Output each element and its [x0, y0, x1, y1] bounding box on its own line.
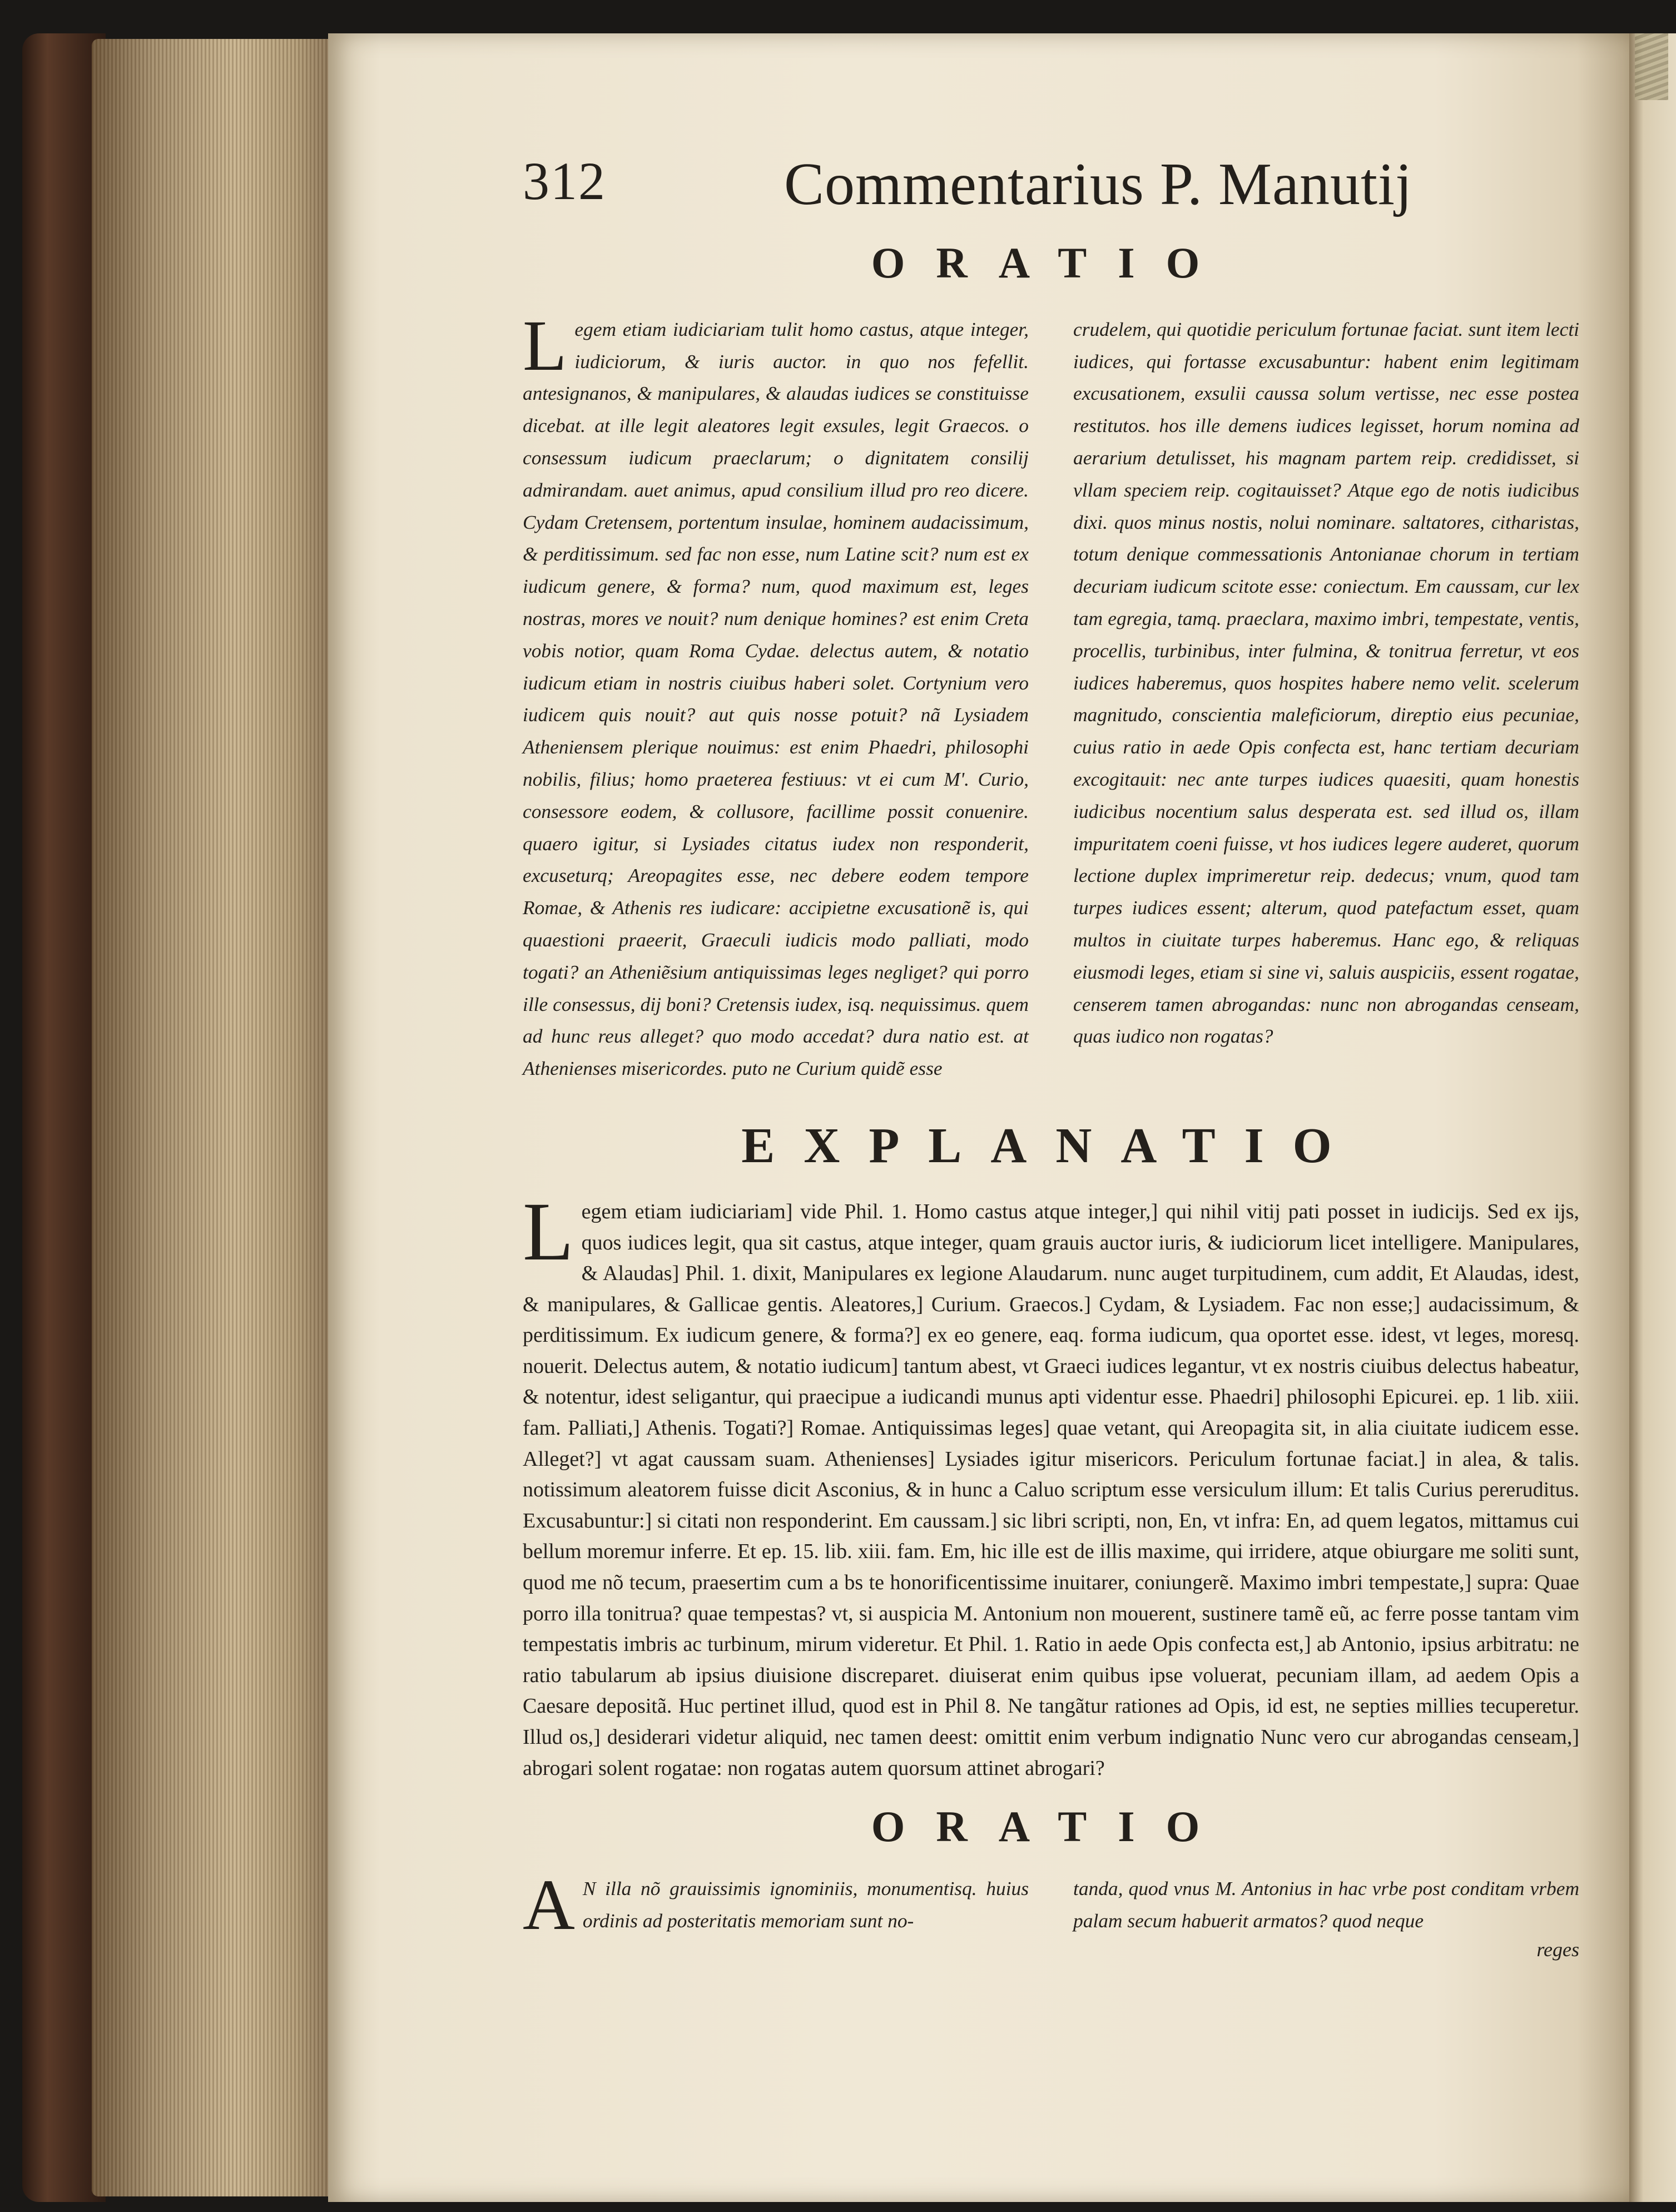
explanatio-body: [523, 1185, 1579, 1784]
explanatio-text: egem etiam iudiciariam] vide Phil. 1. Homo castus atque integer,] qui nihil vitij pati posset in iudicijs. Sed ex ijs, quos iudices legit, qua sit castus, atque integer, quam grauis auctor iuris, & iudiciorum licet intelligere. Manipulares, & Alaudas] Phil. 1. dixit, Manipulares ex legione Alaudarum. nunc auget turpitudinem, cum addit, Et Alaudas, idest, & manipulares, & Gallicae gentis. Aleatores,] Curium. Graecos.] Cydam, & Lysiadem. Fac non esse;] audacissimum, & perditissimum. Ex iudicum genere, & forma?] ex eo genere, eaq. forma iudicum, qua oportet esse. idest, vt leges, moresq. nouerit. Delectus autem, & notatio iudicum] tantum abest, vt Graeci iudices legantur, vt ex nostris ciuibus delectus habeatur, & notentur, idest seligantur, qui praecipue a iudicandi munus apti videntur esse. Phaedri] philosophi Epicurei. ep. 1 lib. xiii. fam. Palliati,] Athenis. Togati?] Romae. Antiquissimas leges] quae vetant, qui Areopagita sit, in alia ciuitate iudicem esse. Alleget?] vt agat caussam suam. Athenienses] Lysiades igitur misericors. Periculum fortunae faciat.] in alea, & talis. notissimum aleatorem fuisse dicit Asconius, & in hunc a Caluo scriptum esse versiculum illum: Et talis Curius pereruditus. Excusabuntur:] si citati non responderint. Em caussam.] sic libri scripti, non, En, vt infra: En, ad quem legatos, mittamus cui bellum moremur inferre. Et ep. 15. lib. xiii. fam. Em, hic ille est de illis maxime, qui irridere, atque obiurgare me soliti sunt, quod me nõ tecum, praesertim cum a bs te honorificentissime inuitarer, coniungerẽ. Maximo imbri tempestate,] supra: Quae porro illa tonitrua? quae tempestas? vt, si auspicia M. Antonium non mouerent, sustinere tamẽ eũ, ac ferre posse tantam vim tempestatis imbris ac turbinum, mirum videretur. Et Phil. 1. Ratio in aede Opis confecta est,] ab Antonio, ipsius arbitratu: ne ratio tabularum ab ipsius diuisione discreparet. diuiserat enim quibus ipse voluerat, pecuniam illam, ad aedem Opis a Caesare depositã. Huc pertinet illud, quod est in Phil 8. Ne tangãtur rationes ad Opis, id est, ne septies millies tecuperetur. Illud os,] desiderari videtur aliquid, nec tamen deest: omittit enim verbum indignatio Nunc vero cur abrogandas censeam,] abrogari solent rogatae: non rogatas autem quorsum attinet abrogari?: [523, 1199, 1579, 1780]
facing-page-edge: [1629, 33, 1676, 2202]
drop-cap: L: [523, 1185, 574, 1278]
oratio-2-columns: [523, 1865, 1579, 1966]
explanatio-heading: EXPLANATIO: [741, 1118, 1361, 1173]
page-number: 312: [523, 151, 606, 211]
oratio-2-right-text: tanda, quod vnus M. Antonius in hac vrbe post conditam vrbem palam secum habuerit armatos? quod neque: [1073, 1877, 1579, 1932]
oratio-right-column: [1073, 314, 1579, 1085]
running-head: [523, 150, 1579, 239]
oratio-2-left-column: [523, 1865, 1029, 1966]
oratio-left-text: egem etiam iudiciariam tulit homo castus, atque integer, iudiciorum, & iuris auctor. in quo nos fefellit. antesignanos, & manipulares, & alaudas iudices se constituisse dicebat. at ille legit aleatores legit exsules, legit Graecos. o consessum iudicum praeclarum; o dignitatem consilij admirandam. auet animus, apud consilium illud pro reo dicere. Cydam Cretensem, portentum insulae, hominem audacissimum, & perditissimum. sed fac non esse, num Latine scit? num est ex iudicum genere, & forma? num, quod maximum est, leges nostras, mores ve nouit? num denique homines? est enim Creta vobis notior, quam Roma Cydae. delectus autem, & notatio iudicum etiam in nostris ciuibus haberi solet. Cortynium vero iudicem quis nouit? aut quis nosse potuit? nã Lysiadem Atheniensem plerique nouimus: est enim Phaedri, philosophi nobilis, filius; homo praeterea festiuus: vt ei cum M'. Curio, consessore eodem, & collusore, facillime possit conuenire. quaero igitur, si Lysiades citatus iudex non responderit, excuseturq; Areopagites esse, nec debere eodem tempore Romae, & Athenis res iudicare: accipietne excusationẽ is, qui quaestioni praeerit, Graeculi iudicis modo palliati, modo togati? an Atheniẽsium antiquissimas leges negliget? qui porro ille consessus, dij boni? Cretensis iudex, isq. nequissimus. quem ad hunc reus alleget? quo modo accedat? dura natio est. at Athenienses misericordes. puto ne Curium quidẽ esse: [523, 318, 1029, 1080]
oratio-left-column: [523, 305, 1029, 1085]
oratio-2-left-text: N illa nõ grauissimis ignominiis, monumentisq. huius ordinis ad posteritatis memoriam sunt no-: [582, 1877, 1029, 1932]
catchword: reges: [1536, 1938, 1579, 1961]
page-content: [523, 150, 1579, 1966]
binding-thread: [1635, 33, 1668, 100]
drop-cap: A: [523, 1865, 575, 1945]
oratio-columns: [523, 305, 1579, 1085]
drop-cap: L: [523, 305, 567, 386]
oratio-heading: ORATIO: [871, 239, 1231, 287]
running-title: Commentarius P. Manutij: [784, 151, 1412, 217]
oratio-2-right-column: [1073, 1873, 1579, 1966]
oratio-heading-2: ORATIO: [871, 1802, 1231, 1851]
oratio-right-text: crudelem, qui quotidie periculum fortunae faciat. sunt item lecti iudices, qui fortasse excusabuntur: habent enim legitimam excusationem, exsulii caussa solum vertisse, nec esse postea restitutos. hos ille demens iudices legisset, horum nomina ad aerarium detulisset, his magnam partem reip. credidisset, si vllam speciem reip. cogitauisset? Atque ego de notis iudicibus dixi. quos minus nostis, nolui nominare. saltatores, citharistas, totum denique commessationis Antonianae chorum in tertiam decuriam iudicum scitote esse: coniectum. Em caussam, cur lex tam egregia, tamq. praeclara, maximo imbri, tempestate, ventis, procellis, turbinibus, inter fulmina, & tonitrua ferretur, vt eos iudices haberemus, quos hospites habere nemo velit. scelerum magnitudo, conscientia maleficiorum, direptio eius pecuniae, cuius ratio in aede Opis confecta est, hanc tertiam decuriam excogitauit: nec ante turpes iudices quaesiti, quam honestis iudicibus nocentium salus desperata est. sed illud os, illam impuritatem coeni fuisse, vt hos iudices legere auderet, quorum lectione duplex imprimeretur reip. dedecus; vnum, quod tam turpes iudices essent; alterum, quod patefactum esset, quam multos in ciuitate turpes haberemus. Hanc ego, & reliquas eiusmodi leges, etiam si sine vi, saluis auspiciis, essent rogatae, censerem tamen abrogandas: nunc non abrogandas censeam, quas iudico non rogatas?: [1073, 318, 1579, 1048]
page-block-edges: [92, 39, 331, 2196]
